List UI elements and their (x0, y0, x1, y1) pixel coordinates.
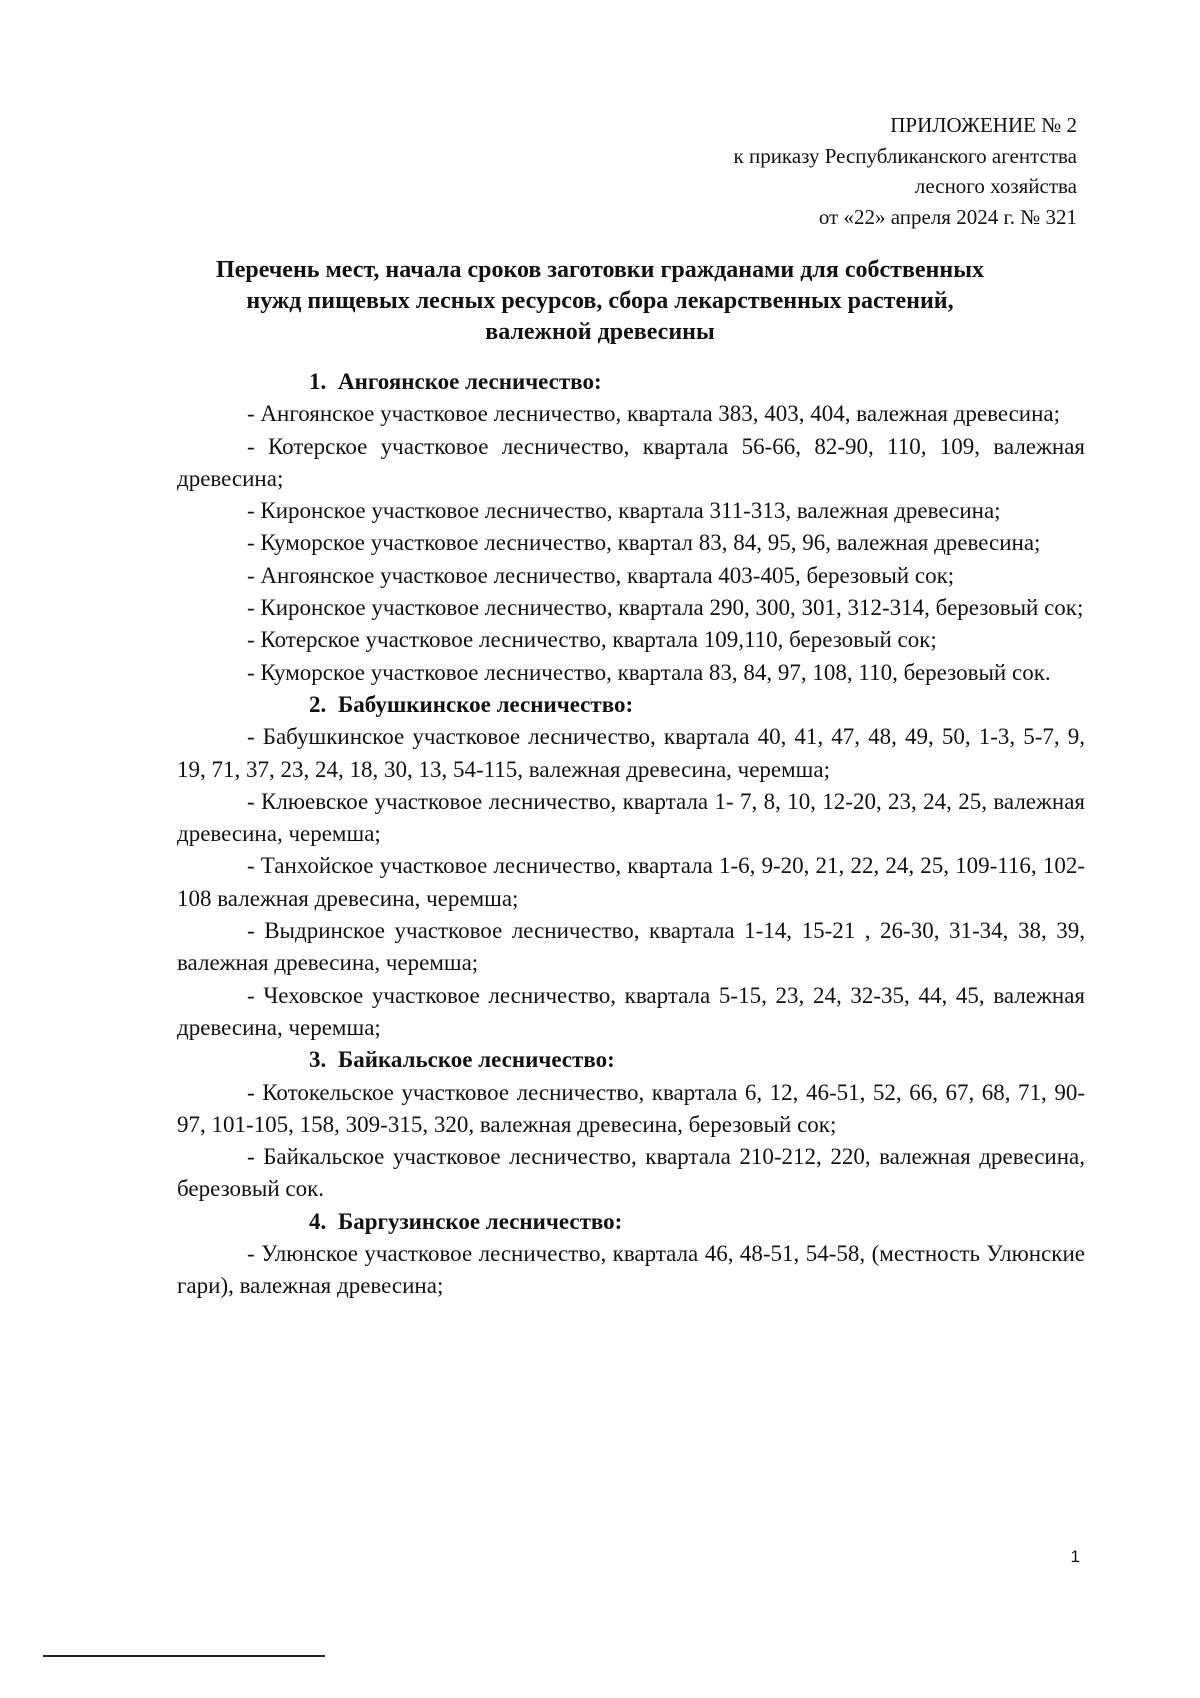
document-title (150, 255, 1050, 348)
appendix-order-line: к приказу Республиканского агентства (733, 143, 1077, 168)
list-item: - Улюнское участковое лесничество, квартала 46, 48-51, 54-58, (местность Улюнские гари), валежная древесина; (177, 1241, 1085, 1299)
appendix-header (734, 110, 1078, 232)
list-item: - Котокельское участковое лесничество, квартала 6, 12, 46-51, 52, 66, 67, 68, 71, 90-97, 101-105, 158, 309-315, 320, валежная древесина, березовый сок; (177, 1079, 1085, 1137)
page-number: 1 (1070, 1547, 1080, 1566)
list-item: - Чеховское участковое лесничество, квартала 5-15, 23, 24, 32-35, 44, 45, валежная древесина, черемша; (177, 982, 1085, 1040)
title-line: Перечень мест, начала сроков заготовки гражданами для собственных (216, 257, 984, 283)
section-number: 1. (309, 369, 327, 394)
section-title: Байкальское лесничество: (338, 1047, 615, 1073)
title-line: нужд пищевых лесных ресурсов, сбора лекарственных растений, (246, 288, 954, 314)
section-number: 2. (309, 691, 327, 717)
title-line: валежной древесины (485, 319, 715, 345)
list-item: - Куморское участковое лесничество, квартал 83, 84, 95, 96, валежная древесина; (247, 530, 1041, 556)
section-heading (177, 1044, 1085, 1076)
document-body (177, 366, 1085, 1303)
list-item: - Котерское участковое лесничество, квартала 109,110, березовый сок; (247, 627, 937, 653)
section-number: 3. (309, 1047, 327, 1073)
list-item: - Ангоянское участковое лесничество, квартала 403-405, березовый сок; (247, 562, 955, 588)
list-item: - Куморское участковое лесничество, квартала 83, 84, 97, 108, 110, березовый сок. (247, 659, 1051, 685)
list-item: - Клюевское участковое лесничество, квартала 1- 7, 8, 10, 12-20, 23, 24, 25, валежная древесина, черемша; (177, 788, 1085, 847)
appendix-number: ПРИЛОЖЕНИЕ № 2 (890, 113, 1077, 137)
section-title: Бабушкинское лесничество: (338, 691, 634, 717)
list-item: - Бабушкинское участковое лесничество, квартала 40, 41, 47, 48, 49, 50, 1-3, 5-7, 9, 19, 71, 37, 23, 24, 18, 30, 13, 54-115, валежная древесина, черемша; (177, 724, 1085, 782)
footnote-divider (43, 1655, 325, 1657)
list-item: - Киронское участковое лесничество, квартала 290, 300, 301, 312-314, березовый сок; (247, 595, 1084, 621)
list-item: - Байкальское участковое лесничество, квартала 210-212, 220, валежная древесина, березовый сок. (177, 1144, 1085, 1202)
section-heading (177, 1206, 1085, 1238)
section-title: Ангоянское лесничество: (338, 369, 602, 394)
list-item: - Танхойское участковое лесничество, квартала 1-6, 9-20, 21, 22, 24, 25, 109-116, 102-108 валежная древесина, черемша; (177, 853, 1085, 911)
appendix-date-line: от «22» апреля 2024 г. № 321 (818, 204, 1077, 229)
appendix-agency-line: лесного хозяйства (914, 174, 1077, 198)
section-heading (177, 366, 1085, 398)
list-item: - Ангоянское участковое лесничество, квартала 383, 403, 404, валежная древесина; (247, 401, 1061, 427)
section-title: Баргузинское лесничество: (338, 1208, 623, 1234)
section-heading (177, 689, 1085, 721)
list-item: - Котерское участковое лесничество, квартала 56-66, 82-90, 110, 109, валежная древесина; (177, 433, 1085, 491)
list-item: - Выдринское участковое лесничество, квартала 1-14, 15-21 , 26-30, 31-34, 38, 39, валежная древесина, черемша; (177, 918, 1085, 976)
list-item: - Киронское участковое лесничество, квартала 311-313, валежная древесина; (247, 498, 1001, 524)
section-number: 4. (309, 1208, 327, 1234)
